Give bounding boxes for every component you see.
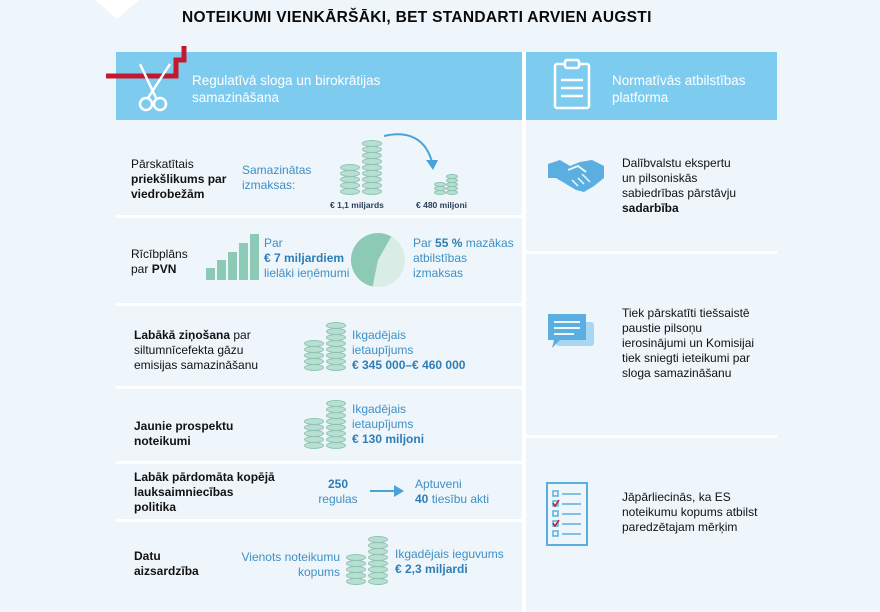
left-header-title: Regulatīvā sloga un birokrātijas samazināšana: [192, 73, 381, 105]
column-divider: [522, 52, 526, 612]
corner-notch: [95, 0, 139, 19]
row4-label: Jaunie prospektu noteikumi: [134, 419, 234, 448]
row6-label: Datu aizsardzība: [134, 549, 199, 578]
row1-after-value: € 480 miljoni: [416, 200, 468, 210]
row-separator: [116, 386, 522, 389]
row4-value: Ikgadējais ietaupījums € 130 miljoni: [352, 402, 425, 446]
row2-revenue: Par € 7 miljardiem lielāki ieņēmumi: [264, 236, 350, 280]
checklist-icon: [546, 482, 588, 546]
arrow-right-icon: [370, 484, 404, 498]
coin-stacks-icon: [304, 322, 350, 372]
row3-value: Ikgadējais ietaupījums € 345 000–€ 460 000: [352, 328, 466, 372]
arrow-curve-icon: [380, 130, 444, 174]
row1-label: Pārskatītais priekšlikums par viedrobežām: [131, 157, 227, 201]
row-separator: [116, 303, 522, 306]
row-separator: [116, 461, 522, 464]
red-tape-scissors-icon: [104, 44, 194, 116]
right1-text: Dalībvalstu ekspertu un pilsoniskās sabiedrības pārstāvju sadarbība: [622, 156, 737, 215]
row2-compliance: Par 55 % mazākas atbilstības izmaksas: [413, 236, 514, 280]
right-header-title: Normatīvās atbilstības platforma: [612, 73, 746, 105]
page-title: NOTEIKUMI VIENKĀRŠĀKI, BET STANDARTI ARVIEN AUGSTI: [182, 9, 652, 26]
row3-label: Labākā ziņošana par siltumnīcefekta gāzu emisijas samazināšanu: [134, 328, 259, 372]
row-separator: [116, 519, 522, 522]
row6-value: Ikgadējais ieguvums € 2,3 miljardi: [395, 547, 504, 576]
row-separator: [116, 215, 522, 218]
coin-stacks-icon: [304, 400, 350, 450]
clipboard-icon: [552, 58, 592, 110]
row5-label: Labāk pārdomāta kopējā lauksaimniecības politika: [134, 470, 275, 514]
right3-text: Jāpārliecinās, ka ES noteikumu kopums atbilst paredzētajam mērķim: [622, 490, 758, 534]
coin-stacks-icon: [346, 536, 392, 586]
coin-stacks-small-icon: [434, 172, 460, 198]
right2-text: Tiek pārskatīti tiešsaistē paustie pilsoņu ierosinājumi un Komisijai tiek sniegti ieteikumi par sloga samazināšanu: [622, 306, 755, 380]
row2-pie-chart: [350, 232, 406, 288]
row6-single-set: Vienots noteikumu kopums: [241, 550, 340, 579]
growth-bars-icon: [206, 234, 258, 280]
row-separator: [526, 435, 777, 438]
row1-before-value: € 1,1 miljards: [330, 200, 384, 210]
row2-label: Rīcībplāns par PVN: [131, 247, 188, 276]
row5-to: Aptuveni 40 tiesību akti: [415, 477, 490, 506]
row1-reduced-costs: Samazinātas izmaksas:: [242, 163, 312, 192]
chat-bubble-icon: [546, 312, 596, 356]
row-separator: [526, 251, 777, 254]
handshake-icon: [546, 156, 606, 196]
row5-from: 250 regulas: [318, 477, 358, 506]
